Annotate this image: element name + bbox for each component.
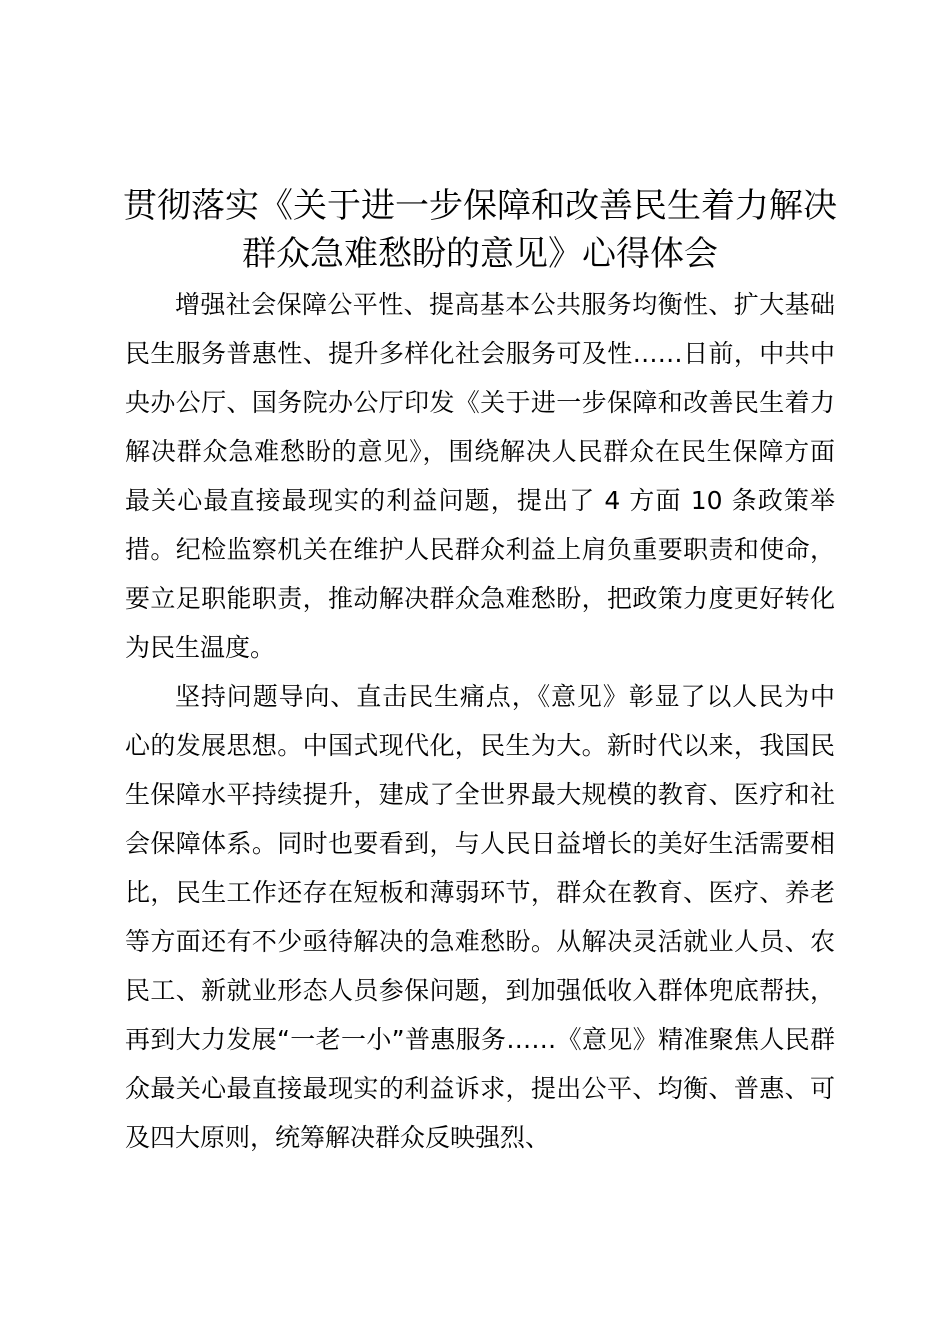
paragraph-2: 坚持问题导向、直击民生痛点，《意见》彰显了以人民为中心的发展思想。中国式现代化，民生为大。新时代以来，我国民生保障水平持续提升，建成了全世界最大规模的教育、医疗和社会保障体系。同时也要看到，与人民日益增长的美好生活需要相比，民生工作还存在短板和薄弱环节，群众在教育、医疗、养老等方面还有不少亟待解决的急难愁盼。从解决灵活就业人员、农民工、新就业形态人员参保问题，到加强低收入群体兜底帮扶，再到大力发展“一老一小”普惠服务……《意见》精准聚焦人民群众最关心最直接最现实的利益诉求，提出公平、均衡、普惠、可及四大原则，统筹解决群众反映强烈、 bbox=[125, 682, 835, 1152]
document-title: 贯彻落实《关于进一步保障和改善民生着力解决群众急难愁盼的意见》心得体会 bbox=[123, 186, 837, 274]
paragraph-1: 增强社会保障公平性、提高基本公共服务均衡性、扩大基础民生服务普惠性、提升多样化社会服务可及性……日前，中共中央办公厅、国务院办公厅印发《关于进一步保障和改善民生着力解决群众急难愁盼的意见》，围绕解决人民群众在民生保障方面最关心最直接最现实的利益问题，提出了 4 方面 10 条政策举措。纪检监察机关在维护人民群众利益上肩负重要职责和使命，要立足职能职责，推动解决群众急难愁盼，把政策力度更好转化为民生温度。 bbox=[125, 290, 835, 662]
document-body bbox=[125, 280, 835, 1162]
